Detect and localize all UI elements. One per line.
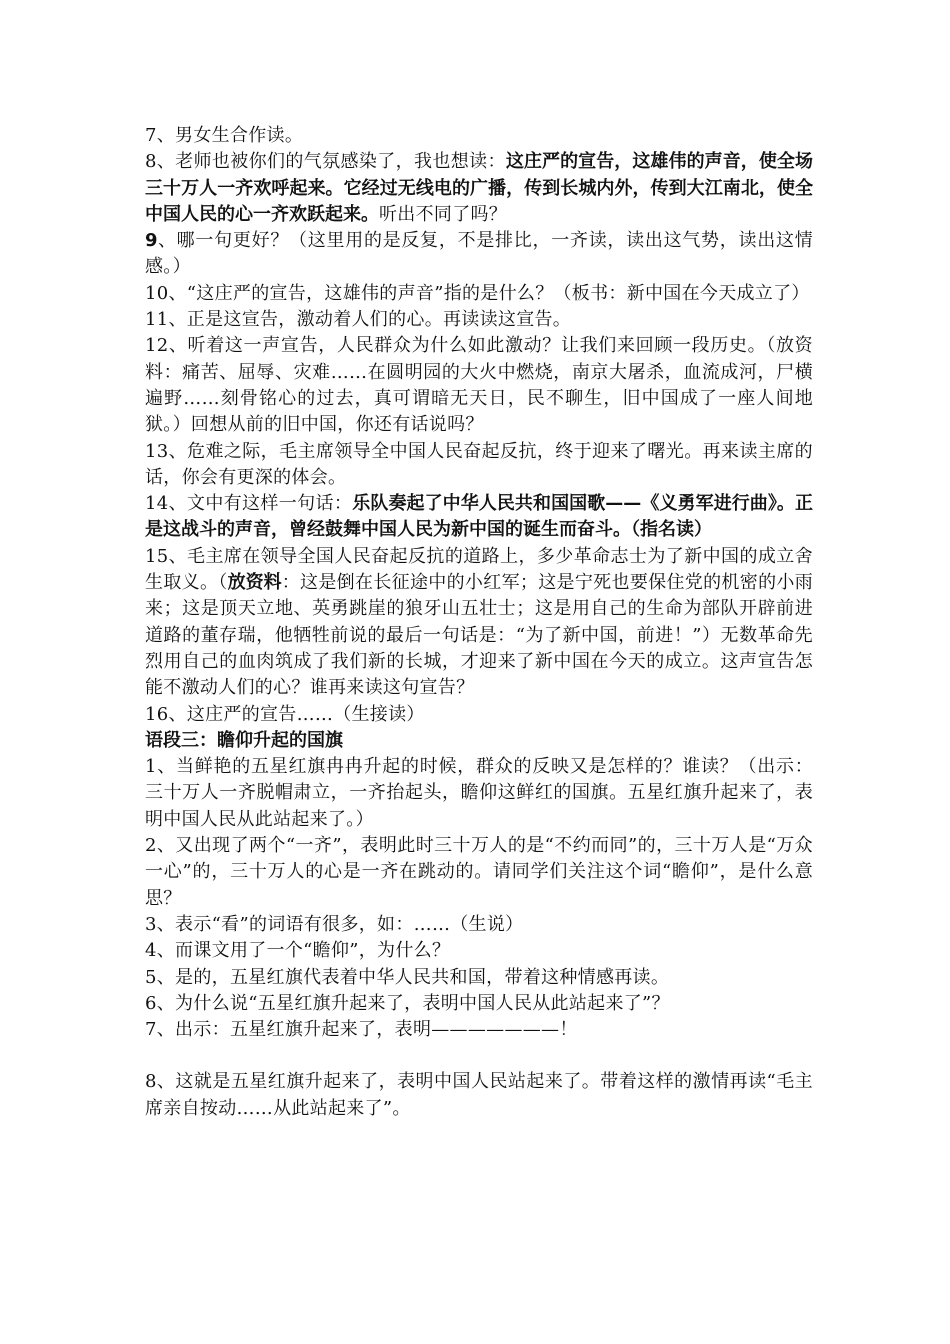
paragraph-11 xyxy=(145,307,813,333)
paragraph-11-text: 11、正是这宣告，激动着人们的心。再读读这宣告。 xyxy=(145,309,572,331)
section-item-5-text: 5、是的，五星红旗代表着中华人民共和国，带着这种情感再读。 xyxy=(145,966,670,988)
paragraph-14-bold-quote: 乐队奏起了中华人民共和国国歌——《义勇军进行曲》。正是这战斗的声音，曾经鼓舞中国人民为新中国的诞生而奋斗。（指名读） xyxy=(145,493,813,541)
section-item-3 xyxy=(145,912,813,938)
paragraph-8-question: 听出不同了吗？ xyxy=(379,203,508,225)
paragraph-13-text: 13、危难之际，毛主席领导全中国人民奋起反抗，终于迎来了曙光。再来读主席的话，你会有更深的体会。 xyxy=(145,440,813,488)
section-item-1-text: 1、当鲜艳的五星红旗冉冉升起的时候，群众的反映又是怎样的？谁读？（出示：三十万人一齐脱帽肃立，一齐抬起头，瞻仰这鲜红的国旗。五星红旗升起来了，表明中国人民从此站起来了。） xyxy=(145,756,813,830)
section-item-2-text: 2、又出现了两个“一齐”，表明此时三十万人的是“不约而同”的，三十万人是“万众一心”的，三十万人的心是一齐在跳动的。请同学们关注这个词“瞻仰”，是什么意思？ xyxy=(145,835,813,909)
section-item-7-text: 7、出示：五星红旗升起来了，表明———————！ xyxy=(145,1019,578,1041)
paragraph-15-text: ：这是倒在长征途中的小红军；这是宁死也要保住党的机密的小雨来；这是顶天立地、英勇跳崖的狼牙山五壮士；这是用自己的生命为部队开辟前进道路的董存瑞，他牺牲前说的最后一句话是：“为了新中国，前进！”）无数革命先烈用自己的血肉筑成了我们新的长城，才迎来了新中国在今天的成立。这声宣告怎能不激动人们的心？谁再来读这句宣告？ xyxy=(145,572,814,699)
paragraph-16 xyxy=(145,702,813,728)
section-item-1 xyxy=(145,754,813,833)
paragraph-14-intro: 14、文中有这样一句话： xyxy=(145,493,353,515)
paragraph-15-intro: 15、毛主席在领导全国人民奋起反抗的道路上，多少革命志士为了新中国的成立舍生取义。（ xyxy=(145,545,813,594)
section-item-8-text: 8、这就是五星红旗升起来了，表明中国人民站起来了。带着这样的激情再读“毛主席亲自按动……从此站起来了”。 xyxy=(145,1071,813,1119)
paragraph-8 xyxy=(145,149,813,228)
paragraph-9 xyxy=(145,228,813,281)
paragraph-15 xyxy=(145,544,813,702)
section-item-3-text: 3、表示“看”的词语有很多，如：……（生说） xyxy=(145,913,524,935)
paragraph-10 xyxy=(145,281,813,307)
paragraph-15-bold-label: 放资料 xyxy=(227,572,282,594)
paragraph-10-text: 10、“这庄严的宣告，这雄伟的声音”指的是什么？（板书：新中国在今天成立了） xyxy=(145,282,810,304)
paragraph-16-text: 16、这庄严的宣告……（生接读） xyxy=(145,703,425,725)
section-item-8 xyxy=(145,1069,813,1122)
paragraph-14 xyxy=(145,491,813,544)
section-item-7 xyxy=(145,1017,813,1043)
paragraph-9-number: 9 xyxy=(145,230,158,252)
section-item-6 xyxy=(145,991,813,1017)
paragraph-7-text: 7、男女生合作读。 xyxy=(145,125,304,146)
paragraph-8-intro: 8、老师也被你们的气氛感染了，我也想读： xyxy=(145,151,506,173)
section-item-6-text: 6、为什么说“五星红旗升起来了，表明中国人民从此站起来了”？ xyxy=(145,992,670,1014)
section-item-4 xyxy=(145,938,813,964)
paragraph-12-text: 12、听着这一声宣告，人民群众为什么如此激动？让我们来回顾一段历史。（放资料：痛苦、屈辱、灾难……在圆明园的大火中燃烧，南京大屠杀，血流成河，尸横遍野……刻骨铭心的过去，真可谓暗无天日，民不聊生，旧中国成了一座人间地狱。）回想从前的旧中国，你还有话说吗？ xyxy=(145,335,813,436)
paragraph-13 xyxy=(145,439,813,492)
section-item-2 xyxy=(145,833,813,912)
section-item-4-text: 4、而课文用了一个“瞻仰”，为什么？ xyxy=(145,940,451,962)
paragraph-9-text: 、哪一句更好？（这里用的是反复，不是排比，一齐读，读出这气势，读出这情感。） xyxy=(145,230,813,278)
section-item-5 xyxy=(145,965,813,991)
blank-line xyxy=(145,1043,813,1069)
paragraph-12 xyxy=(145,333,813,438)
section-heading-text: 语段三：瞻仰升起的国旗 xyxy=(145,729,343,751)
section-heading xyxy=(145,728,813,754)
paragraph-7 xyxy=(145,123,813,149)
document-body xyxy=(145,123,813,1122)
paragraph-8-bold-quote: 这庄严的宣告，这雄伟的声音，使全场三十万人一齐欢呼起来。它经过无线电的广播，传到长城内外，传到大江南北，使全中国人民的心一齐欢跃起来。 xyxy=(145,151,814,225)
